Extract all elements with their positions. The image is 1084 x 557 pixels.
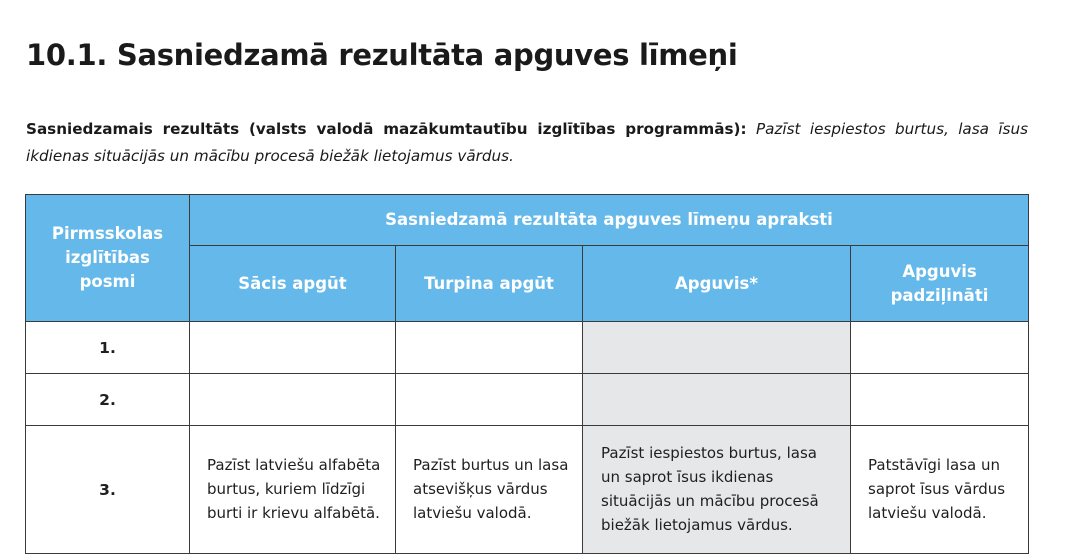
level-cell: [396, 374, 583, 426]
column-header-apguvis-padzilinati: Apguvis padziļināti: [851, 246, 1029, 322]
table-row: [26, 374, 1029, 426]
intro-paragraph: [26, 116, 1028, 170]
level-cell: [851, 322, 1029, 374]
levels-table-container: [25, 194, 1029, 554]
level-cell-highlighted: [583, 322, 851, 374]
table-row: [26, 322, 1029, 374]
level-cell-highlighted: [583, 374, 851, 426]
stage-column-header: Pirmsskolas izglītības posmi: [26, 195, 190, 322]
level-cell: [190, 374, 396, 426]
intro-lead: Sasniedzamais rezultāts (valsts valodā mazākumtautību izglītības programmās):: [26, 120, 747, 138]
intro-description: Pazīst iespiestos burtus, lasa īsus ikdienas situācijās un mācību procesā biežāk lietojamus vārdus.: [26, 120, 1029, 165]
levels-group-header: Sasniedzamā rezultāta apguves līmeņu apraksti: [190, 195, 1029, 246]
table-row: [26, 426, 1029, 554]
level-cell-highlighted: Pazīst iespiestos burtus, lasa un saprot īsus ikdienas situācijās un mācību procesā biežāk lietojamus vārdus.: [583, 426, 851, 554]
column-header-turpina-apgut: Turpina apgūt: [396, 246, 583, 322]
stage-cell: 3.: [26, 426, 190, 554]
stage-cell: 2.: [26, 374, 190, 426]
level-cell: Pazīst burtus un lasa atsevišķus vārdus latviešu valodā.: [396, 426, 583, 554]
level-cell: Pazīst latviešu alfabēta burtus, kuriem līdzīgi burti ir krievu alfabētā.: [190, 426, 396, 554]
stage-cell: 1.: [26, 322, 190, 374]
page-title: 10.1. Sasniedzamā rezultāta apguves līmeņi: [26, 38, 738, 72]
column-header-sacis-apgut: Sācis apgūt: [190, 246, 396, 322]
level-cell: [851, 374, 1029, 426]
levels-table: [25, 194, 1029, 554]
header-row-group: [26, 195, 1029, 246]
level-cell: [396, 322, 583, 374]
level-cell: Patstāvīgi lasa un saprot īsus vārdus latviešu valodā.: [851, 426, 1029, 554]
column-header-apguvis: Apguvis*: [583, 246, 851, 322]
level-cell: [190, 322, 396, 374]
